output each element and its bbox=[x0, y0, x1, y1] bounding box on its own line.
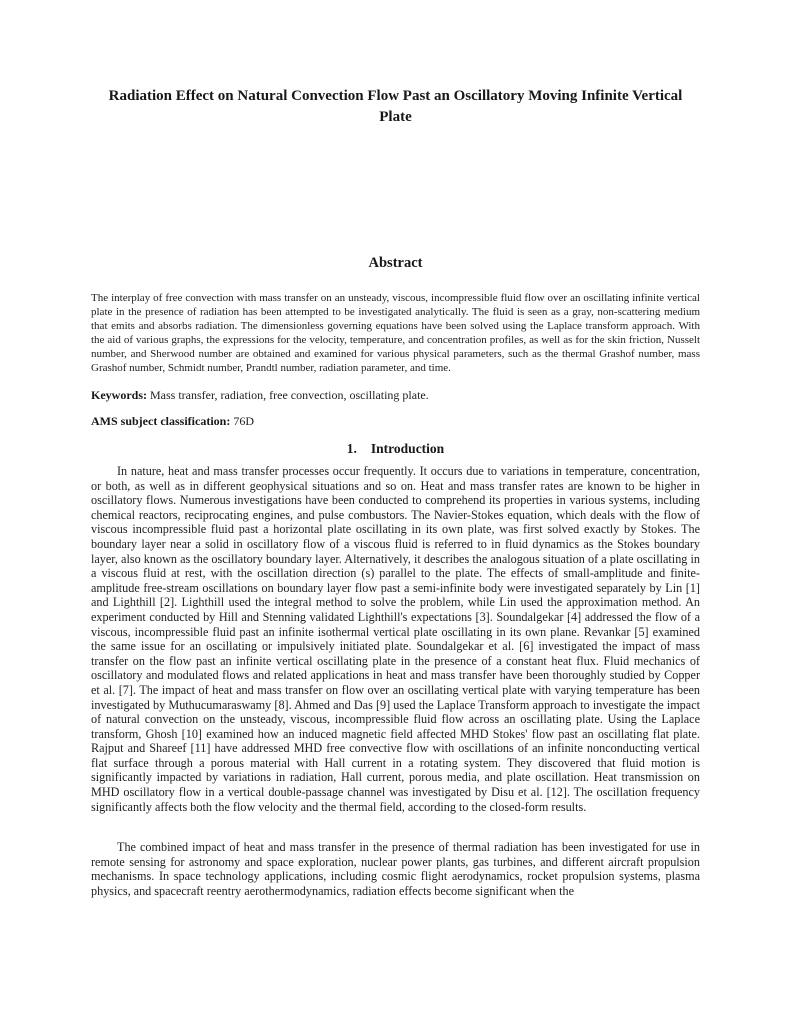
section-heading-introduction bbox=[91, 440, 700, 458]
ams-classification-text: 76D bbox=[233, 414, 254, 428]
section-title: Introduction bbox=[370, 441, 445, 456]
introduction-paragraph-1: In nature, heat and mass transfer processes occur frequently. It occurs due to variations in temperature, concentration, or both, as well as in different geophysical situations and so on. Heat and mass transfer rates are known to be higher in oscillatory flows. Numerous investigations have been conducted to comprehend its properties in various systems, including chemical reactors, reciprocating engines, and pulse combustors. The Navier-Stokes equation, which deals with the flow of viscous incompressible fluid past a horizontal plate oscillating in its own plate, was first solved exactly by Stokes. The boundary layer near a solid in oscillatory flow of a viscous fluid is referred to in fluid dynamics as the Stokes boundary layer, also known as the oscillatory boundary layer. Alternatively, it describes the analogous situation of a plate oscillating in a viscous fluid at rest, with the oscillation direction (s) parallel to the plate. The effects of small-amplitude and finite-amplitude free-stream oscillations on boundary layer flow past a semi-infinite body were investigated separately by Lin [1] and Lighthill [2]. Lighthill used the integral method to solve the problem, while Lin used the approximation method. An experiment conducted by Hill and Stenning validated Lighthill's expectations [3]. Soundalgekar [4] addressed the flow of a viscous, incompressible fluid past an infinite isothermal vertical plate oscillating in its own plane. Revankar [5] examined the same issue for an oscillating or impulsively initiated plate. Soundalgekar et al. [6] investigated the impact of mass transfer on the flow past an infinite vertical oscillating plate in the presence of a constant heat flux. Fluid mechanics of oscillatory and modulated flows and related applications in heat and mass transfer have been thoroughly studied by Copper et al. [7]. The impact of heat and mass transfer on flow over an oscillating vertical plate with varying temperature has been investigated by Muthucumaraswamy [8]. Ahmed and Das [9] used the Laplace Transform approach to investigate the impact of natural convection on the unsteady, viscous, incompressible fluid flow across an oscillating plate. Using the Laplace transform, Ghosh [10] examined how an induced magnetic field affected MHD Stokes' flow past an oscillating flat plate. Rajput and Shareef [11] have addressed MHD free convective flow with oscillations of an infinite nonconducting vertical flat surface through a porous material with Hall current in a rotating system. They discovered that fluid motion is significantly impacted by variations in radiation, Hall current, porous media, and plate oscillation. Heat transmission on MHD oscillatory flow in a vertical double-passage channel was investigated by Disu et al. [12]. The oscillation frequency significantly affects both the flow velocity and the thermal field, according to the closed-form results. bbox=[91, 464, 700, 814]
introduction-paragraph-2: The combined impact of heat and mass transfer in the presence of thermal radiation has been investigated for use in remote sensing for astronomy and space exploration, nuclear power plants, gas turbines, and different aircraft propulsion mechanisms. In space technology applications, including cosmic flight aerodynamics, rocket propulsion systems, plasma physics, and spacecraft reentry aerothermodynamics, radiation effects become significant when the bbox=[91, 840, 700, 899]
ams-classification-line bbox=[91, 414, 700, 429]
page-content bbox=[91, 0, 700, 899]
ams-classification-label: AMS subject classification: bbox=[91, 414, 231, 428]
keywords-label: Keywords: bbox=[91, 388, 147, 402]
paper-title: Radiation Effect on Natural Convection Flow Past an Oscillatory Moving Infinite Vertical Plate bbox=[108, 88, 683, 125]
keywords-text: Mass transfer, radiation, free convection, oscillating plate. bbox=[150, 388, 429, 402]
abstract-heading: Abstract bbox=[368, 255, 423, 271]
keywords-line bbox=[91, 388, 700, 403]
abstract-text: The interplay of free convection with mass transfer on an unsteady, viscous, incompressible fluid flow over an oscillating infinite vertical plate in the presence of radiation has been attempted to be investigated analytically. The fluid is seen as a gray, non-scattering medium that emits and absorbs radiation. The dimensionless governing equations have been solved using the Laplace transform approach. With the aid of various graphs, the expressions for the velocity, temperature, and concentration profiles, as well as for the skin friction, Nusselt number, and Sherwood number are obtained and examined for various physical parameters, such as the thermal Grashof number, mass Grashof number, Schmidt number, Prandtl number, radiation parameter, and time. bbox=[91, 292, 700, 374]
section-number: 1. bbox=[346, 441, 357, 456]
